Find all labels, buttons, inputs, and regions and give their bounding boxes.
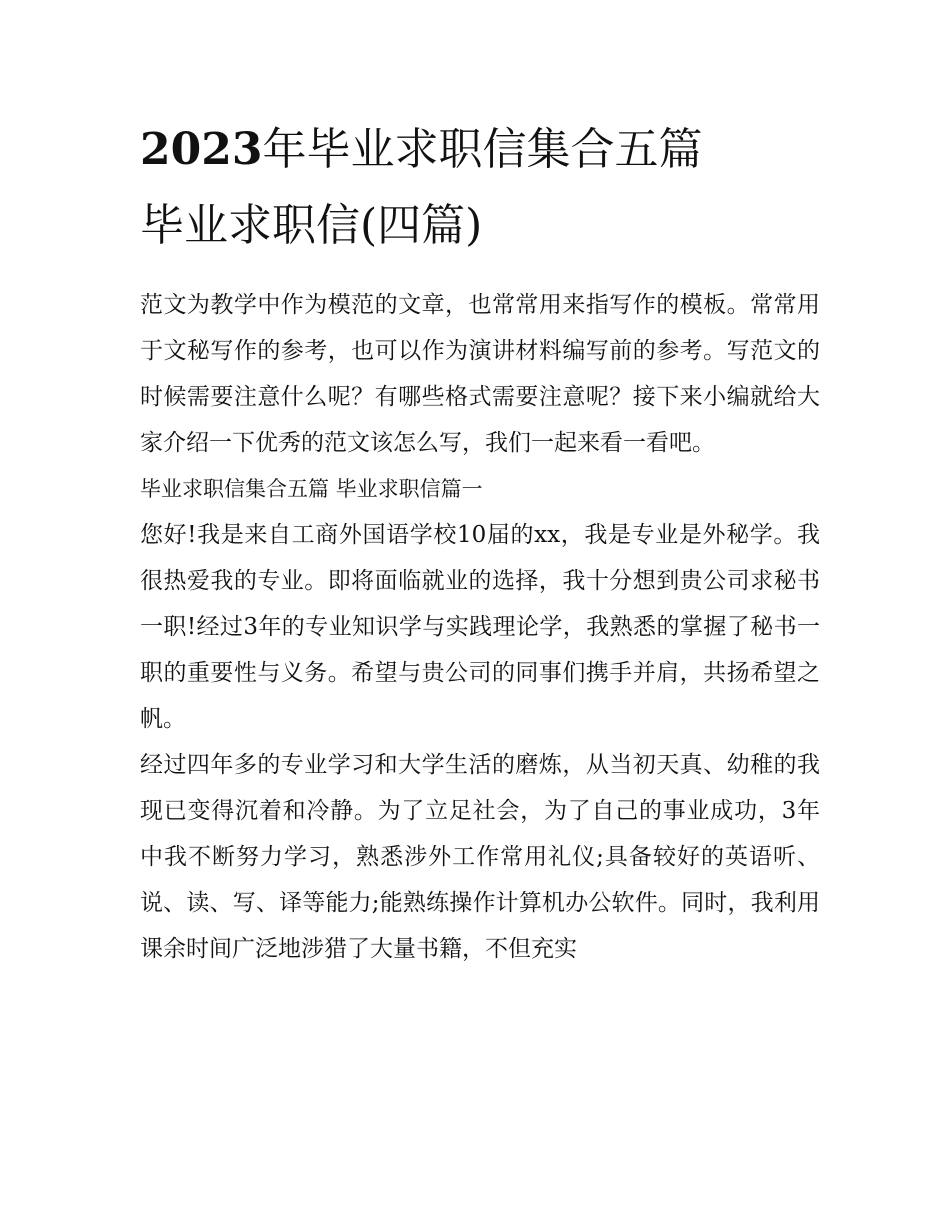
section-heading: 毕业求职信集合五篇 毕业求职信篇一	[140, 477, 483, 501]
document-page	[140, 112, 820, 972]
document-title	[140, 112, 820, 264]
title-line-2: 毕业求职信(四篇)	[140, 200, 483, 251]
title-rest: 年毕业求职信集合五篇	[262, 124, 703, 175]
title-year: 2023	[140, 124, 263, 175]
body-paragraph-2: 经过四年多的专业学习和大学生活的磨炼，从当初天真、幼稚的我现已变得沉着和冷静。为了立足社会，为了自己的事业成功，3年中我不断努力学习，熟悉涉外工作常用礼仪;具备较好的英语听、说、读、写、译等能力;能熟练操作计算机办公软件。同时，我利用课余时间广泛地涉猎了大量书籍，不但充实	[140, 752, 820, 962]
document-body	[140, 282, 820, 972]
intro-paragraph: 范文为教学中作为模范的文章，也常常用来指写作的模板。常常用于文秘写作的参考，也可以作为演讲材料编写前的参考。写范文的时候需要注意什么呢？有哪些格式需要注意呢？接下来小编就给大家介绍一下优秀的范文该怎么写，我们一起来看一看吧。	[140, 292, 820, 456]
body-paragraph-1: 您好!我是来自工商外国语学校10届的xx，我是专业是外秘学。我很热爱我的专业。即将面临就业的选择，我十分想到贵公司求秘书一职!经过3年的专业知识学与实践理论学，我熟悉的掌握了秘书一职的重要性与义务。希望与贵公司的同事们携手并肩，共扬希望之帆。	[140, 522, 820, 732]
